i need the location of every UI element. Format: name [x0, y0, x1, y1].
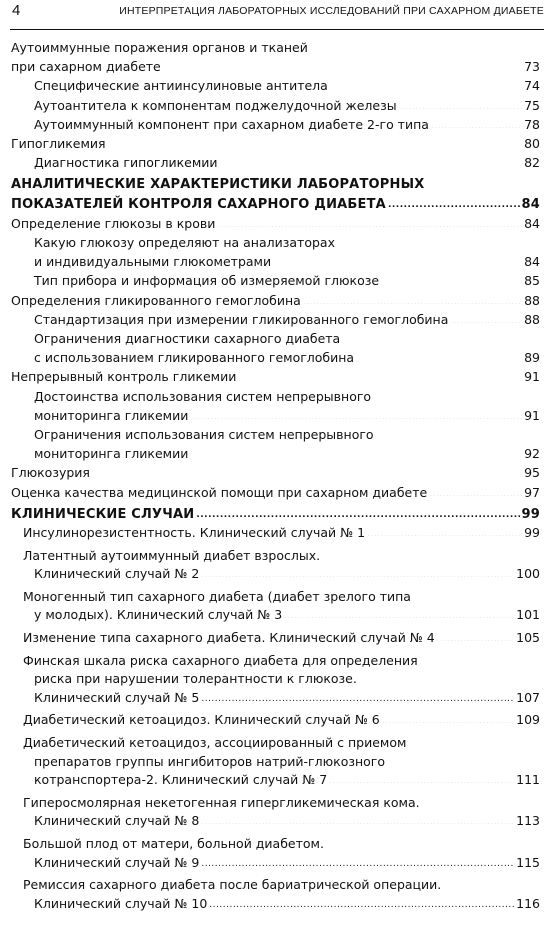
header-rule — [10, 29, 544, 30]
dot-leader — [108, 135, 523, 148]
dot-leader — [284, 606, 514, 619]
toc-page-number: 107 — [516, 689, 540, 705]
toc-entry[interactable] — [34, 153, 540, 172]
dot-leader — [201, 853, 514, 866]
dot-leader — [273, 253, 522, 266]
dot-leader — [429, 483, 522, 496]
toc-entry[interactable] — [23, 588, 540, 625]
toc-entry-text: Аутоиммунный компонент при сахарном диабете 2-го типа — [34, 116, 429, 132]
toc-entry-text: АНАЛИТИЧЕСКИЕ ХАРАКТЕРИСТИКИ ЛАБОРАТОРНЫХ — [11, 177, 425, 193]
toc-page-number: 88 — [524, 292, 540, 308]
toc-page-number: 95 — [524, 465, 540, 481]
toc-entry-text: Стандартизация при измерении гликированного гемоглобина — [34, 311, 449, 327]
toc-entry[interactable] — [23, 524, 540, 543]
toc-entry-text: Латентный аутоиммунный диабет взрослых. — [23, 547, 321, 563]
toc-entry-text: при сахарном диабете — [11, 59, 161, 75]
toc-entry-text: Какую глюкозу определяют на анализаторах — [34, 235, 335, 251]
toc-entry-text: риска при нарушении толерантности к глюкозе. — [34, 671, 357, 687]
toc-entry-text: Тип прибора и информация об измеряемой глюкозе — [34, 273, 380, 289]
toc-page-number: 97 — [524, 484, 540, 500]
toc-page-number: 109 — [516, 712, 540, 728]
toc-page-number: 91 — [524, 369, 540, 385]
toc-page-number: 113 — [516, 813, 540, 829]
toc-entry-text: Ограничения использования систем непрерывного — [34, 427, 374, 443]
toc-entry-text: Клинический случай № 2 — [34, 566, 200, 582]
toc-entry[interactable] — [34, 387, 540, 425]
toc-entry-text: Клинический случай № 5 — [34, 689, 200, 705]
toc-entry[interactable] — [23, 835, 540, 872]
dot-leader — [201, 812, 514, 825]
toc-entry-text: препаратов группы ингибиторов натрий-глюкозного — [34, 753, 386, 769]
dot-leader — [399, 96, 522, 109]
toc-page-number: 99 — [521, 506, 540, 522]
toc-entry-text: Ремиссия сахарного диабета после бариатрической операции. — [23, 877, 442, 893]
toc-entry-text: Непрерывный контроль гликемии — [11, 369, 237, 385]
toc-entry-text: ПОКАЗАТЕЛЕЙ КОНТРОЛЯ САХАРНОГО ДИАБЕТА — [11, 196, 386, 212]
dot-leader — [190, 406, 522, 419]
dot-leader — [238, 368, 522, 381]
toc-entry-text: Изменение типа сахарного диабета. Клинический случай № 4 — [23, 630, 435, 646]
toc-entry-text: Инсулинорезистентность. Клинический случай № 1 — [23, 525, 366, 541]
toc-entry[interactable] — [34, 115, 540, 134]
toc-entry-text: с использованием гликированного гемоглобина — [34, 350, 355, 366]
toc-entry-text: Ограничения диагностики сахарного диабета — [34, 331, 341, 347]
dot-leader — [303, 291, 522, 304]
toc-page-number: 92 — [524, 446, 540, 462]
toc-page-number: 78 — [524, 116, 540, 132]
dot-leader — [431, 115, 522, 128]
toc-page-number: 73 — [524, 59, 540, 75]
toc-entry[interactable] — [34, 310, 540, 329]
toc-page-number: 105 — [516, 630, 540, 646]
toc-entry[interactable] — [11, 367, 540, 386]
table-of-contents — [0, 38, 554, 913]
toc-entry-text: Аутоантитела к компонентам поджелудочной железы — [34, 97, 397, 113]
toc-page-number: 84 — [521, 196, 540, 212]
page-header — [0, 0, 554, 30]
toc-entry-text: Клинический случай № 9 — [34, 854, 200, 870]
toc-entry[interactable] — [23, 629, 540, 648]
toc-page-number: 101 — [516, 607, 540, 623]
toc-entry[interactable] — [11, 463, 540, 482]
dot-leader — [382, 711, 514, 724]
toc-page-number: 99 — [524, 525, 540, 541]
toc-section-heading[interactable] — [11, 505, 540, 524]
toc-entry[interactable] — [11, 483, 540, 502]
dot-leader — [367, 524, 522, 537]
toc-entry-text: мониторинга гликемии — [34, 407, 189, 423]
toc-entry[interactable] — [11, 291, 540, 310]
toc-entry-text: Диабетический кетоацидоз. Клинический случай № 6 — [23, 712, 380, 728]
toc-entry[interactable] — [34, 76, 540, 95]
dot-leader — [330, 77, 522, 90]
toc-page-number: 115 — [516, 854, 540, 870]
toc-entry-text: Аутоиммунные поражения органов и тканей — [11, 40, 308, 55]
toc-entry[interactable] — [23, 547, 540, 584]
toc-entry[interactable] — [23, 794, 540, 831]
dot-leader — [437, 629, 514, 642]
dot-leader — [220, 154, 523, 167]
toc-entry[interactable] — [23, 734, 540, 790]
toc-page-number: 75 — [524, 97, 540, 113]
toc-page-number: 91 — [524, 407, 540, 423]
running-title: ИНТЕРПРЕТАЦИЯ ЛАБОРАТОРНЫХ ИССЛЕДОВАНИЙ ПРИ САХАРНОМ ДИАБЕТЕ — [119, 5, 544, 17]
toc-entry-text: у молодых). Клинический случай № 3 — [34, 607, 283, 623]
toc-entry[interactable] — [34, 425, 540, 463]
toc-entry-text: Глюкозурия — [11, 465, 90, 481]
toc-entry-text: Определения гликированного гемоглобина — [11, 292, 301, 308]
dot-leader — [209, 894, 514, 907]
toc-entry[interactable] — [34, 96, 540, 115]
toc-page-number: 82 — [524, 155, 540, 171]
toc-entry-text: Моногенный тип сахарного диабета (диабет зрелого типа — [23, 588, 411, 604]
dot-leader — [388, 194, 520, 207]
dot-leader — [201, 565, 514, 578]
toc-entry[interactable] — [23, 652, 540, 708]
toc-entry-text: КЛИНИЧЕСКИЕ СЛУЧАИ — [11, 506, 195, 522]
toc-entry-text: Большой плод от матери, больной диабетом. — [23, 835, 324, 851]
toc-entry-text: Гиперосмолярная некетогенная гипергликемическая кома. — [23, 794, 420, 810]
toc-entry-text: мониторинга гликемии — [34, 446, 189, 462]
toc-entry[interactable] — [34, 329, 540, 367]
toc-page-number: 80 — [524, 136, 540, 152]
dot-leader — [450, 310, 522, 323]
toc-entry-text: Клинический случай № 8 — [34, 813, 200, 829]
toc-entry[interactable] — [23, 711, 540, 730]
toc-page-number: 74 — [524, 78, 540, 94]
toc-entry-text: Достоинства использования систем непрерывного — [34, 388, 372, 404]
page-number: 4 — [12, 2, 21, 19]
toc-page-number: 100 — [516, 566, 540, 582]
toc-entry[interactable] — [11, 38, 540, 76]
toc-entry-text: Финская шкала риска сахарного диабета для определения — [23, 652, 418, 668]
dot-leader — [92, 464, 522, 477]
toc-entry-text: Клинический случай № 10 — [34, 895, 208, 911]
dot-leader — [201, 688, 514, 701]
dot-leader — [381, 272, 522, 285]
toc-entry[interactable] — [11, 134, 540, 153]
toc-entry[interactable] — [23, 876, 540, 913]
toc-entry-text: Диабетический кетоацидоз, ассоциированный с приемом — [23, 735, 407, 751]
toc-entry-text: Определение глюкозы в крови — [11, 215, 216, 231]
toc-entry-text: Гипогликемия — [11, 136, 106, 152]
toc-entry-text: и индивидуальными глюкометрами — [34, 254, 272, 270]
dot-leader — [217, 214, 522, 227]
toc-page-number: 116 — [516, 895, 540, 911]
toc-page-number: 111 — [516, 772, 540, 788]
toc-entry-text: котранспортера-2. Клинический случай № 7 — [34, 772, 328, 788]
dot-leader — [163, 58, 522, 71]
toc-page-number: 89 — [524, 350, 540, 366]
dot-leader — [196, 504, 519, 517]
toc-entry[interactable] — [34, 233, 540, 271]
toc-entry[interactable] — [11, 214, 540, 233]
toc-page-number: 84 — [524, 215, 540, 231]
dot-leader — [329, 771, 514, 784]
toc-page-number: 84 — [524, 254, 540, 270]
toc-entry-text: Оценка качества медицинской помощи при сахарном диабете — [11, 484, 428, 500]
toc-page-number: 85 — [524, 273, 540, 289]
toc-entry-text: Диагностика гипогликемии — [34, 155, 218, 171]
toc-page-number: 88 — [524, 311, 540, 327]
toc-entry-text: Специфические антиинсулиновые антитела — [34, 78, 328, 94]
toc-section-heading[interactable] — [11, 175, 540, 213]
toc-entry[interactable] — [34, 271, 540, 290]
dot-leader — [356, 349, 522, 362]
dot-leader — [190, 445, 522, 458]
